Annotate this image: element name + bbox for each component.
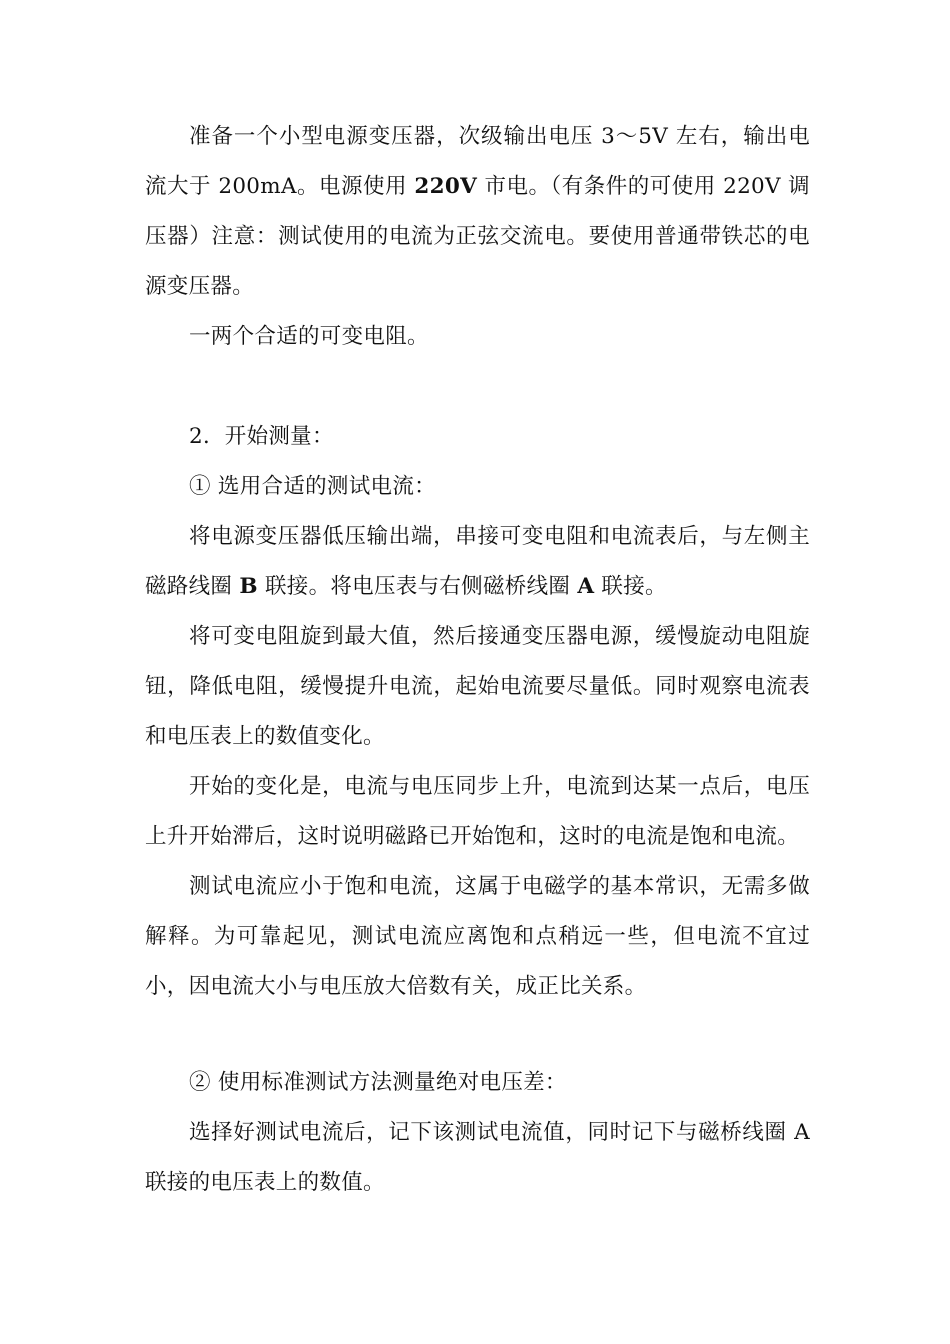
document-body xyxy=(145,112,810,1208)
paragraph-text: 一两个合适的可变电阻。 xyxy=(189,324,429,349)
paragraph-text: 联接。 xyxy=(594,574,667,599)
paragraph-text: 2．开始测量： xyxy=(189,424,334,449)
paragraph-text: 将电源变压器低压输出端，串接可变电阻和电流表后，与左侧主磁路线圈 xyxy=(145,524,810,599)
paragraph-prep-transformer xyxy=(145,112,810,312)
bold-text: 220V xyxy=(414,174,478,199)
paragraph-text: 开始的变化是，电流与电压同步上升，电流到达某一点后，电压上升开始滞后，这时说明磁路已开始饱和，这时的电流是饱和电流。 xyxy=(145,774,810,849)
paragraph-step-1-wiring xyxy=(145,512,810,612)
paragraph-text: 联接。将电压表与右侧磁桥线圈 xyxy=(257,574,578,599)
paragraph-section-2-heading xyxy=(145,412,810,462)
paragraph-step-2-heading xyxy=(145,1058,810,1108)
paragraph-text: 将可变电阻旋到最大值，然后接通变压器电源，缓慢旋动电阻旋钮，降低电阻，缓慢提升电流，起始电流要尽量低。同时观察电流表和电压表上的数值变化。 xyxy=(145,624,810,749)
bold-text: B xyxy=(239,574,258,599)
paragraph-prep-resistors xyxy=(145,312,810,362)
paragraph-text: ① 选用合适的测试电流： xyxy=(189,474,436,499)
paragraph-step-1-adjust xyxy=(145,612,810,762)
paragraph-step-1-note xyxy=(145,862,810,1012)
paragraph-text: 测试电流应小于饱和电流，这属于电磁学的基本常识，无需多做解释。为可靠起见，测试电流应离饱和点稍远一些，但电流不宜过小，因电流大小与电压放大倍数有关，成正比关系。 xyxy=(145,874,810,999)
paragraph-text: 市电。（有条件的可使用 220V 调压器）注意：测试使用的电流为正弦交流电。要使用普通带铁芯的电源变压器。 xyxy=(145,174,810,299)
bold-text: A xyxy=(577,574,595,599)
paragraph-step-1-heading xyxy=(145,462,810,512)
paragraph-step-1-saturation xyxy=(145,762,810,862)
paragraph-text: 准备一个小型电源变压器，次级输出电压 3～5V 左右，输出电流大于 200mA。电源使用 xyxy=(145,124,810,199)
paragraph-step-2-record xyxy=(145,1108,810,1208)
paragraph-text: 选择好测试电流后，记下该测试电流值，同时记下与磁桥线圈 A 联接的电压表上的数值。 xyxy=(145,1120,810,1195)
paragraph-text: ② 使用标准测试方法测量绝对电压差： xyxy=(189,1070,567,1095)
